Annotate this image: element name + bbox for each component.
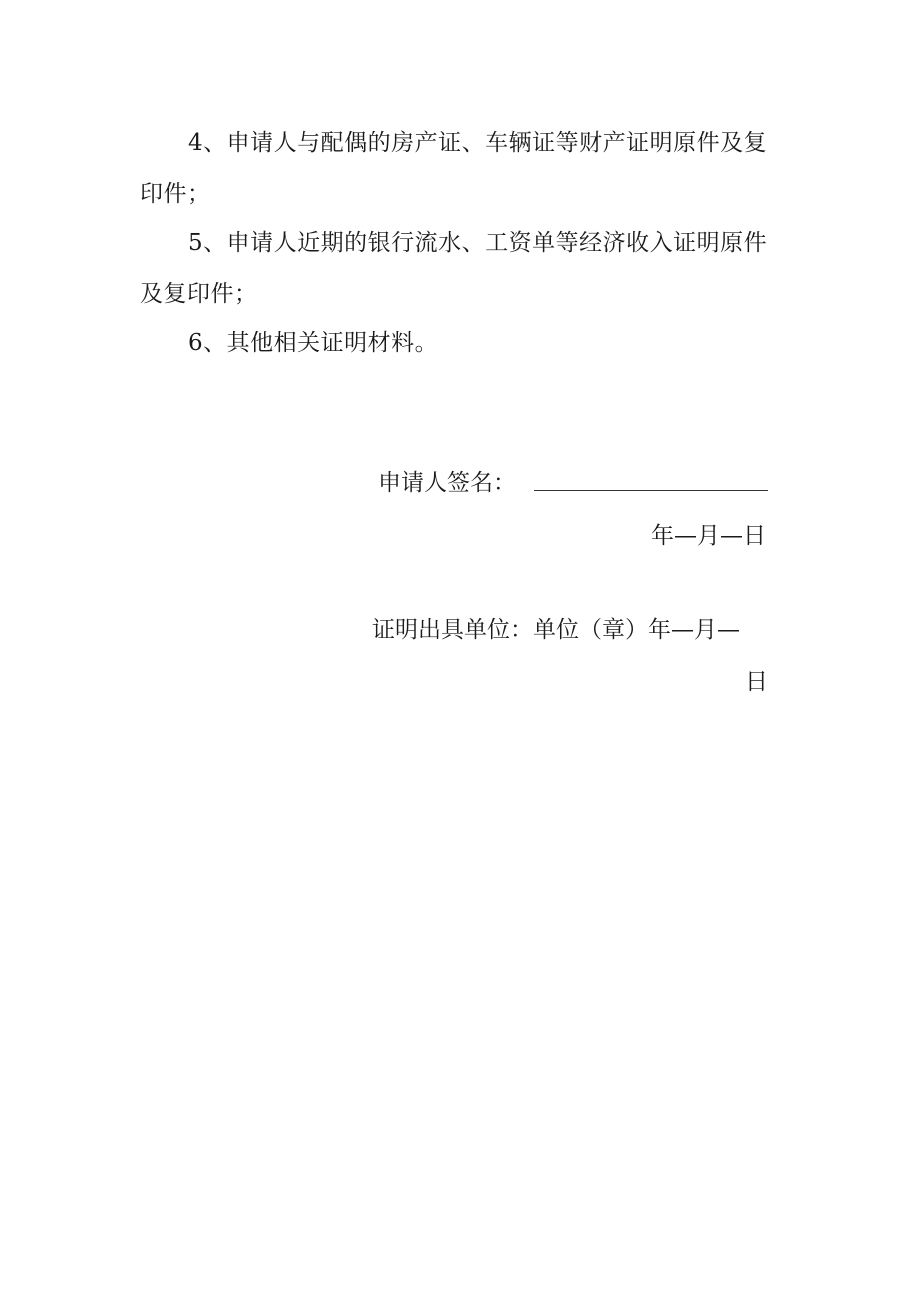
- list-item-4: 4、申请人与配偶的房产证、车辆证等财产证明原件及复印件；: [140, 130, 768, 207]
- issuer-block: [372, 604, 768, 708]
- issuer-line-1: 证明出具单位：单位（章）年—月—: [372, 617, 740, 643]
- list-item-5: 5、申请人近期的银行流水、工资单等经济收入证明原件及复印件；: [140, 230, 768, 307]
- signature-row: [378, 463, 770, 503]
- signature-label: 申请人签名：: [378, 470, 516, 496]
- list-item-6: 6、其他相关证明材料。: [188, 330, 439, 356]
- signature-line: [534, 490, 768, 491]
- issuer-line-2: 日: [745, 669, 768, 695]
- signature-date: 年—月—日: [651, 523, 766, 549]
